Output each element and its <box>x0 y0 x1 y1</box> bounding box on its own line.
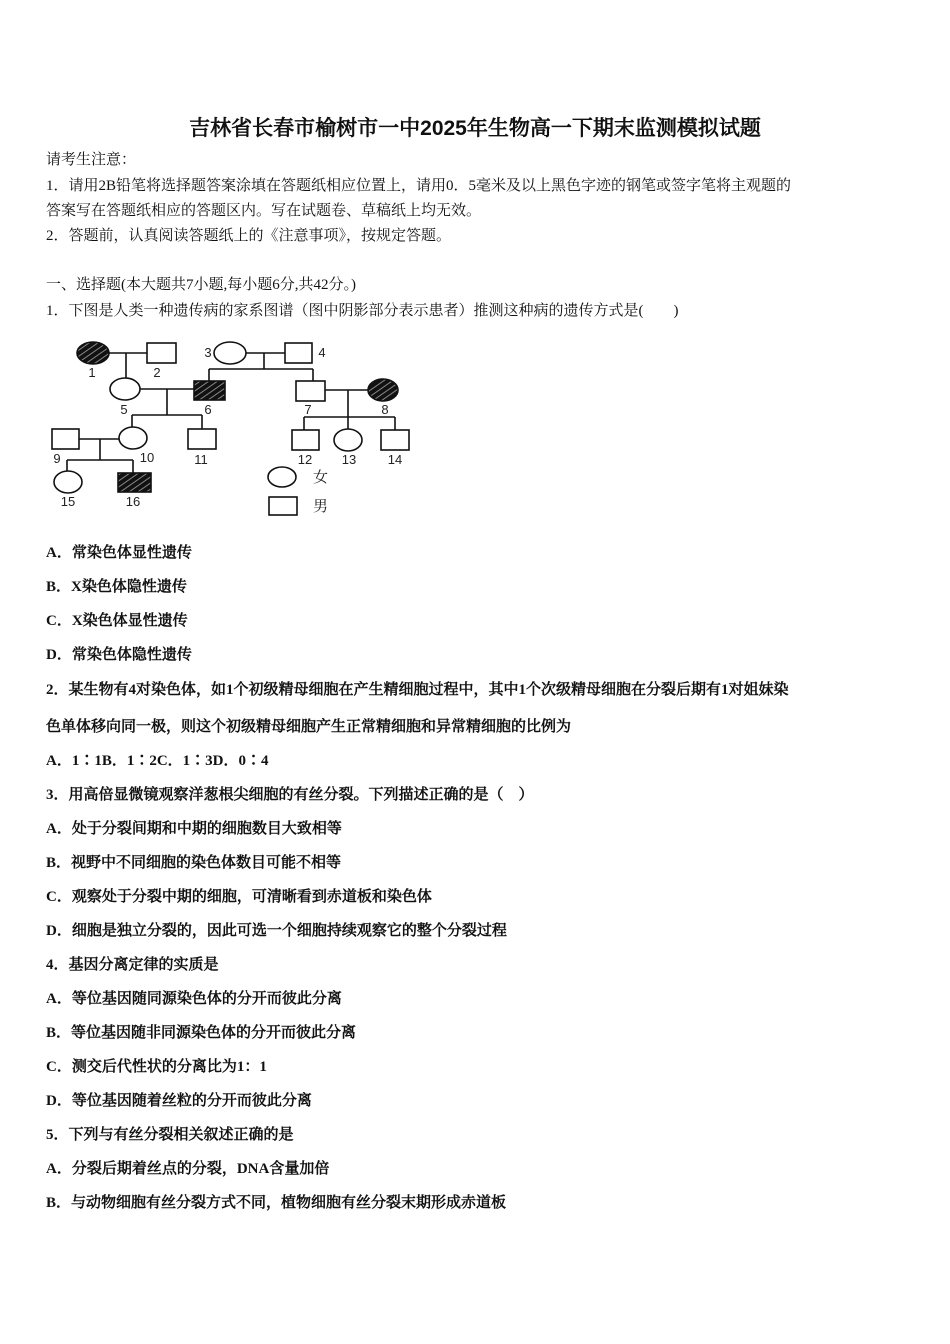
individual-1 <box>77 342 109 364</box>
option: A．1∶1B．1∶2C．1∶3D．0∶4 <box>46 753 269 769</box>
option: D．常染色体隐性遗传 <box>46 647 192 663</box>
option: C．测交后代性状的分离比为1：1 <box>46 1059 267 1075</box>
label-1: 1 <box>88 365 96 380</box>
individual-16 <box>118 473 151 492</box>
label-12: 12 <box>297 452 313 467</box>
question-stem: 1．下图是人类一种遗传病的家系图谱（图中阴影部分表示患者）推测这种病的遗传方式是( ) <box>46 303 679 319</box>
individual-8 <box>368 379 398 401</box>
option: D．等位基因随着丝粒的分开而彼此分离 <box>46 1093 312 1109</box>
label-11: 11 <box>194 452 208 467</box>
question-stem-cont: 色单体移向同一极，则这个初级精母细胞产生正常精细胞和异常精细胞的比例为 <box>46 719 572 735</box>
individual-9 <box>52 429 79 449</box>
legend-male-symbol <box>269 497 297 515</box>
individual-10 <box>119 427 147 449</box>
individual-14 <box>381 430 409 450</box>
individual-13 <box>334 429 362 451</box>
option: A．等位基因随同源染色体的分开而彼此分离 <box>46 991 342 1007</box>
page-title: 吉林省长春市榆树市一中2025年生物高一下期末监测模拟试题 <box>189 117 761 140</box>
question-stem: 5．下列与有丝分裂相关叙述正确的是 <box>46 1127 294 1143</box>
legend-male-label: 男 <box>313 498 329 515</box>
section-heading: 一、选择题(本大题共7小题,每小题6分,共42分。) <box>46 277 356 293</box>
label-2: 2 <box>153 365 161 380</box>
individual-11 <box>188 429 216 449</box>
individual-5 <box>110 378 140 400</box>
label-5: 5 <box>120 402 128 417</box>
label-6: 6 <box>204 402 212 417</box>
label-3: 3 <box>204 345 212 360</box>
option: A．常染色体显性遗传 <box>46 545 192 561</box>
label-10: 10 <box>139 450 155 465</box>
label-4: 4 <box>318 345 326 360</box>
question-stem: 2．某生物有4对染色体，如1个初级精母细胞在产生精细胞过程中，其中1个次级精母细胞在分裂后期有1对姐妹染 <box>46 682 789 698</box>
legend-female-label: 女 <box>313 469 329 486</box>
individual-15 <box>54 471 82 493</box>
individual-2 <box>147 343 176 363</box>
option: B．等位基因随非同源染色体的分开而彼此分离 <box>46 1025 357 1041</box>
label-8: 8 <box>381 402 389 417</box>
option: D．细胞是独立分裂的，因此可选一个细胞持续观察它的整个分裂过程 <box>46 923 507 939</box>
label-14: 14 <box>387 452 403 467</box>
option: B．X染色体隐性遗传 <box>46 579 187 595</box>
question-stem: 4．基因分离定律的实质是 <box>46 957 219 973</box>
option: B．与动物细胞有丝分裂方式不同，植物细胞有丝分裂末期形成赤道板 <box>46 1195 507 1211</box>
individual-4 <box>285 343 312 363</box>
option: B．视野中不同细胞的染色体数目可能不相等 <box>46 855 342 871</box>
notice-line: 1．请用2B铅笔将选择题答案涂填在答题纸相应位置上，请用0．5毫米及以上黑色字迹的钢笔或签字笔将主观题的 <box>46 178 792 194</box>
individual-7 <box>296 381 325 401</box>
option: A．处于分裂间期和中期的细胞数目大致相等 <box>46 821 342 837</box>
option: A．分裂后期着丝点的分裂，DNA含量加倍 <box>46 1161 330 1177</box>
individual-3 <box>214 342 246 364</box>
label-16: 16 <box>125 494 141 509</box>
notice-heading: 请考生注意： <box>46 152 137 168</box>
individual-12 <box>292 430 319 450</box>
pedigree-diagram <box>0 0 450 530</box>
label-9: 9 <box>53 451 61 466</box>
option: C．X染色体显性遗传 <box>46 613 188 629</box>
label-7: 7 <box>304 402 312 417</box>
notice-line: 答案写在答题纸相应的答题区内。写在试题卷、草稿纸上均无效。 <box>46 203 482 219</box>
option: C．观察处于分裂中期的细胞，可清晰看到赤道板和染色体 <box>46 889 432 905</box>
label-13: 13 <box>341 452 357 467</box>
question-stem: 3．用高倍显微镜观察洋葱根尖细胞的有丝分裂。下列描述正确的是（ ） <box>46 787 534 803</box>
legend-female-symbol <box>268 467 296 487</box>
individual-6 <box>194 381 225 400</box>
label-15: 15 <box>60 494 76 509</box>
notice-line: 2．答题前，认真阅读答题纸上的《注意事项》，按规定答题。 <box>46 228 452 244</box>
